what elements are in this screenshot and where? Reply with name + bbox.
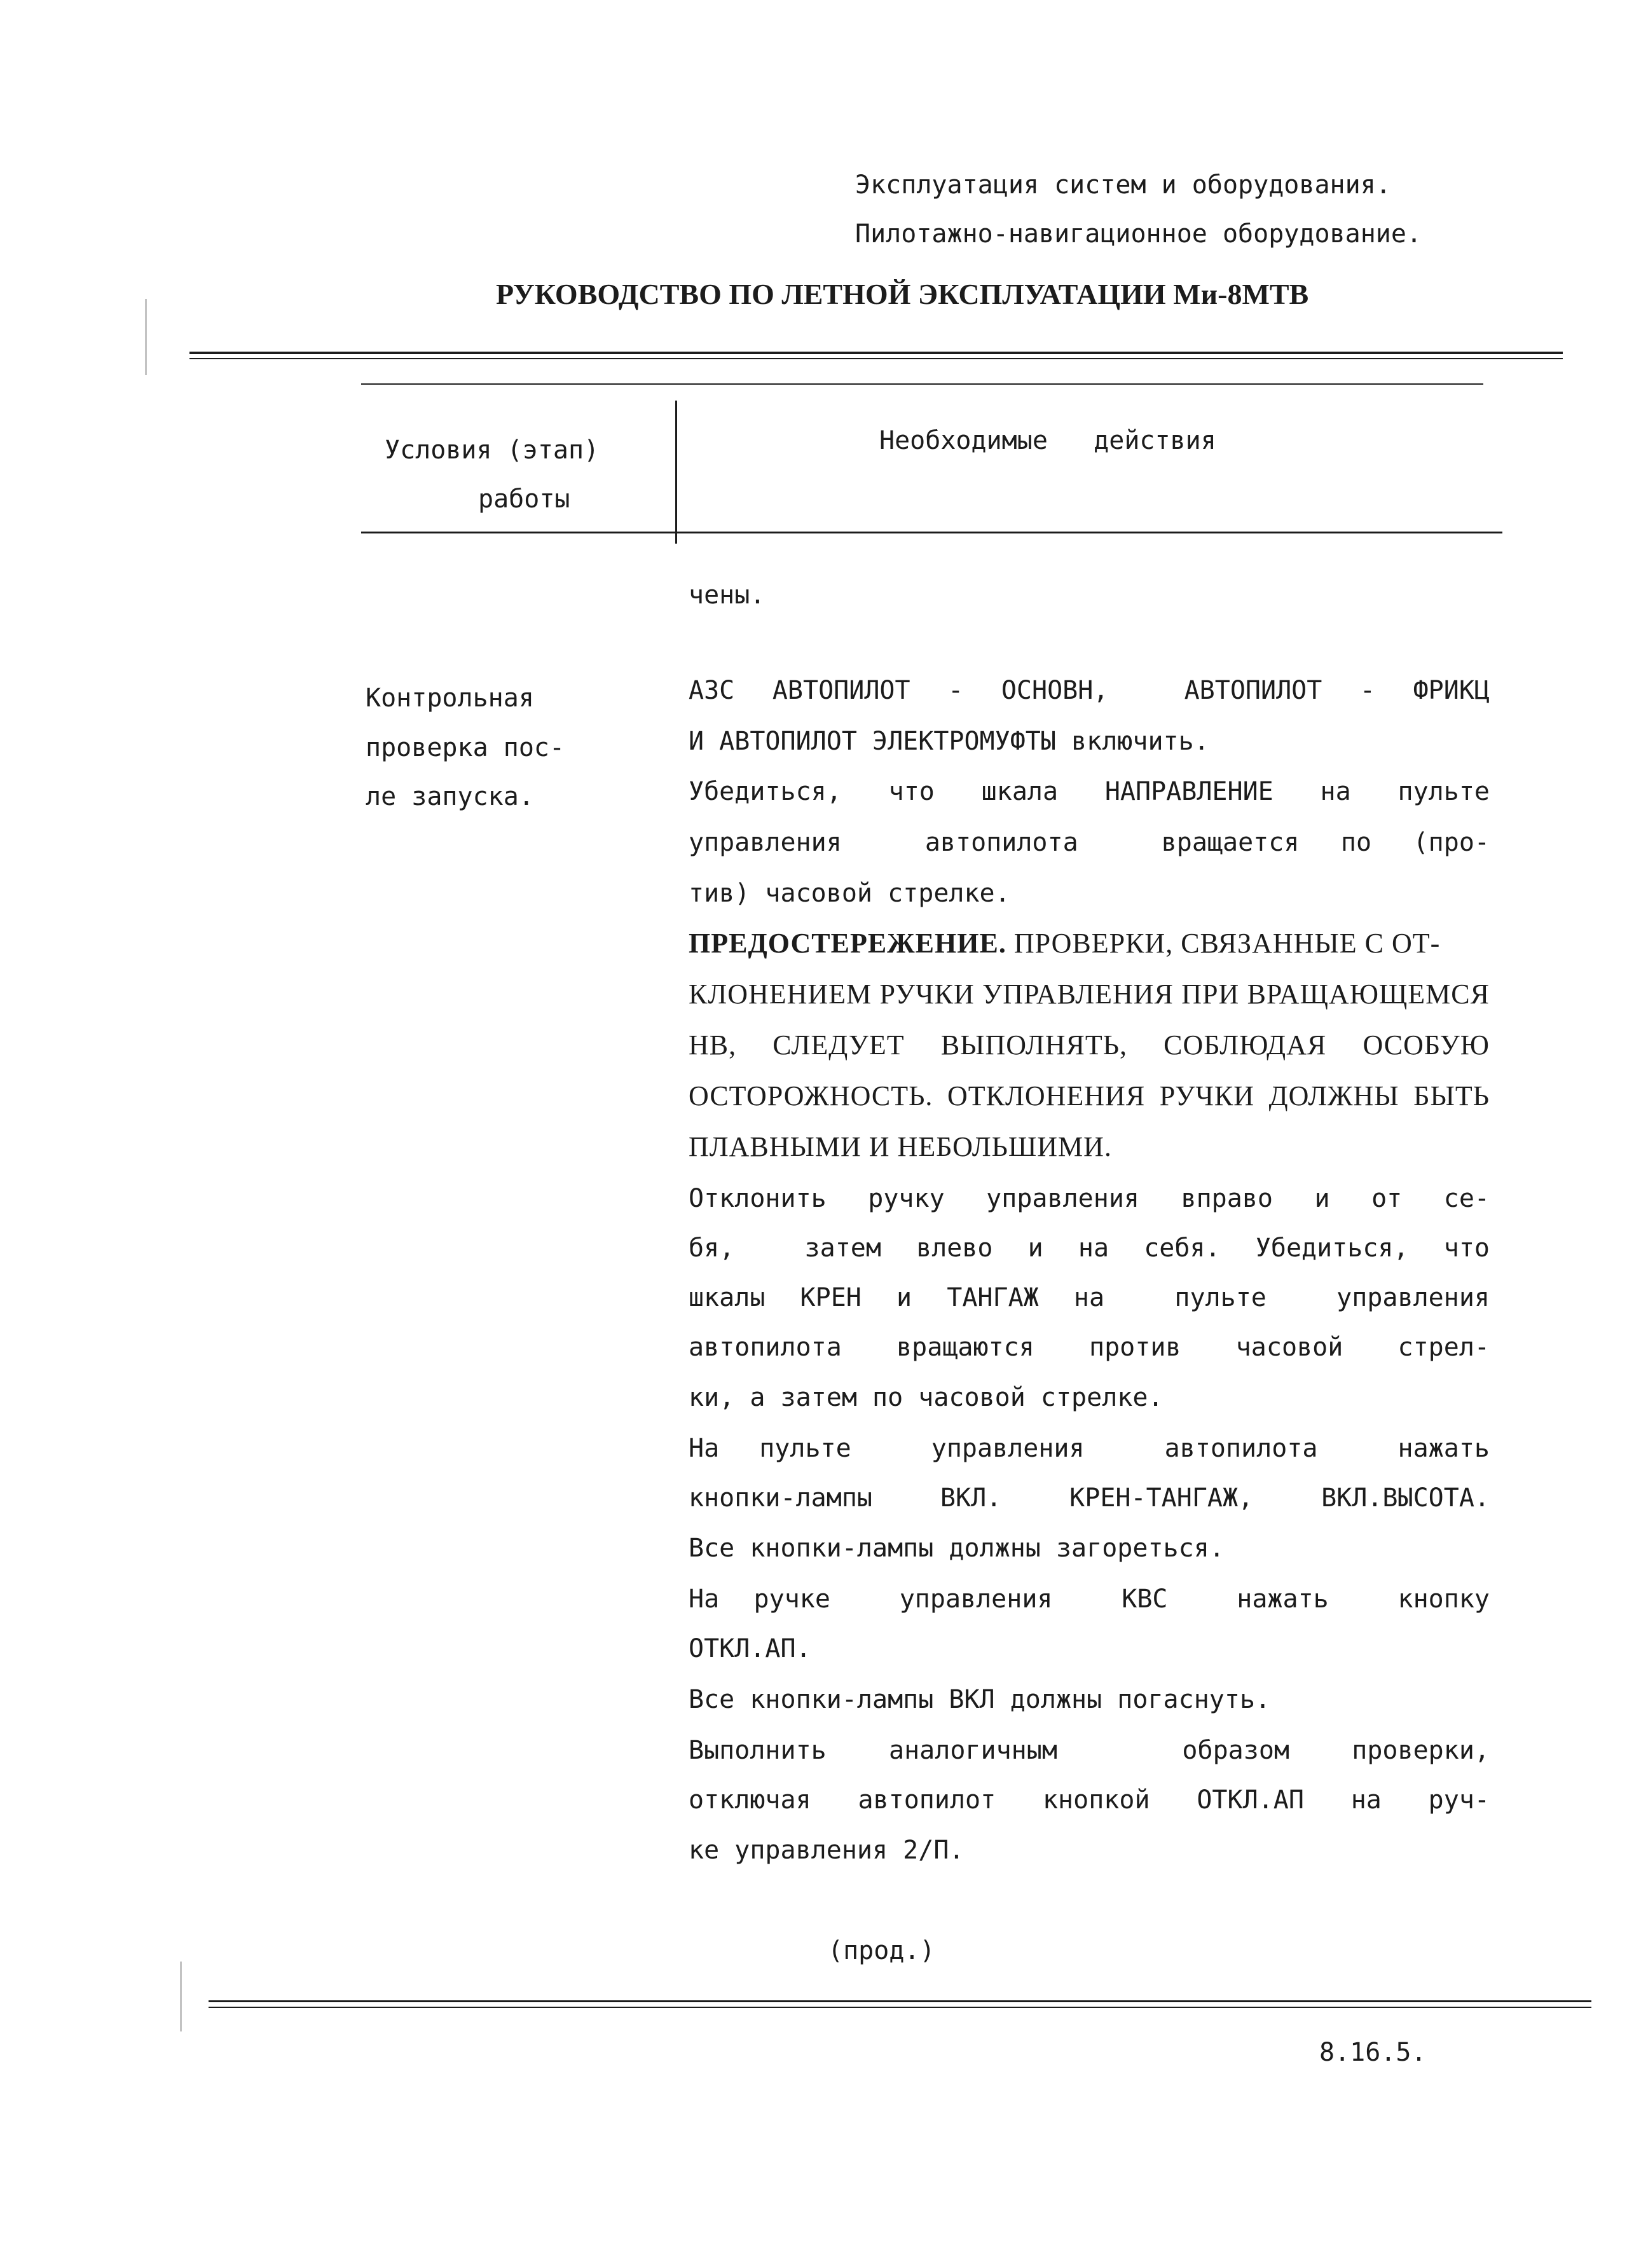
- column-header-conditions: Условия (этап): [385, 436, 600, 465]
- header-line-1: Эксплуатация систем и оборудования.: [855, 170, 1391, 200]
- warning-label: ПРЕДОСТЕРЕЖЕНИЕ.: [689, 928, 1006, 959]
- warning-line: КЛОНЕНИЕМ РУЧКИ УПРАВЛЕНИЯ ПРИ ВРАЩАЮЩЕМСЯ: [689, 979, 1490, 1010]
- warning-line: НВ, СЛЕДУЕТ ВЫПОЛНЯТЬ, СОБЛЮДАЯ ОСОБУЮ: [689, 1029, 1490, 1061]
- action-line: Отклонить ручку управления вправо и от се-: [689, 1184, 1490, 1213]
- action-line: управления автопилота вращается по (про-: [689, 828, 1490, 857]
- action-line: Убедиться, что шкала НАПРАВЛЕНИЕ на пульте: [689, 777, 1490, 806]
- table-header-top-rule: [361, 383, 1483, 385]
- continuation-text: чены.: [689, 581, 765, 610]
- column-header-actions: Необходимые действия: [879, 426, 1216, 455]
- scan-mark: [180, 1962, 182, 2031]
- table-header-bottom-rule: [361, 532, 1502, 533]
- action-line: И АВТОПИЛОТ ЭЛЕКТРОМУФТЫ включить.: [689, 727, 1209, 756]
- header-rule-bottom: [189, 358, 1563, 359]
- header-line-2: Пилотажно-навигационное оборудование.: [855, 219, 1422, 249]
- action-line: ОТКЛ.АП.: [689, 1634, 811, 1663]
- condition-line: Контрольная: [366, 684, 534, 713]
- column-header-conditions-2: работы: [478, 485, 570, 514]
- manual-title: РУКОВОДСТВО ПО ЛЕТНОЙ ЭКСПЛУАТАЦИИ Ми-8МТВ: [496, 278, 1309, 310]
- warning-line: ПЛАВНЫМИ И НЕБОЛЬШИМИ.: [689, 1131, 1112, 1162]
- page-number: 8.16.5.: [1319, 2038, 1427, 2067]
- action-line: ке управления 2/П.: [689, 1836, 965, 1865]
- action-line: бя, затем влево и на себя. Убедиться, что: [689, 1234, 1490, 1263]
- action-line: шкалы КРЕН и ТАНГАЖ на пульте управления: [689, 1283, 1490, 1312]
- table-header-divider: [675, 401, 677, 544]
- header-rule-top: [189, 352, 1563, 354]
- action-line: Выполнить аналогичным образом проверки,: [689, 1736, 1490, 1765]
- warning-text: ПРОВЕРКИ, СВЯЗАННЫЕ С ОТ-: [1006, 928, 1441, 959]
- action-line: На пульте управления автопилота нажать: [689, 1434, 1490, 1463]
- scan-mark: [145, 299, 147, 375]
- action-line: На ручке управления КВС нажать кнопку: [689, 1584, 1490, 1614]
- footer-rule-top: [209, 2000, 1591, 2002]
- action-line: кнопки-лампы ВКЛ. КРЕН-ТАНГАЖ, ВКЛ.ВЫСОТА.: [689, 1483, 1490, 1513]
- action-line: автопилота вращаются против часовой стрел-: [689, 1333, 1490, 1362]
- footer-rule-bottom: [209, 2007, 1591, 2008]
- continued-note: (прод.): [828, 1936, 935, 1965]
- action-line: тив) часовой стрелке.: [689, 879, 1010, 908]
- action-line: Все кнопки-лампы ВКЛ должны погаснуть.: [689, 1685, 1271, 1714]
- warning-line: ОСТОРОЖНОСТЬ. ОТКЛОНЕНИЯ РУЧКИ ДОЛЖНЫ БЫТЬ: [689, 1080, 1490, 1111]
- action-line: Все кнопки-лампы должны загореться.: [689, 1534, 1225, 1563]
- warning-first-line: [689, 927, 1440, 959]
- condition-line: проверка пос-: [366, 733, 565, 762]
- action-line: ки, а затем по часовой стрелке.: [689, 1383, 1164, 1412]
- action-line: отключая автопилот кнопкой ОТКЛ.АП на руч-: [689, 1785, 1490, 1815]
- condition-line: ле запуска.: [366, 782, 534, 811]
- action-line: АЗС АВТОПИЛОТ - ОСНОВН, АВТОПИЛОТ - ФРИКЦ: [689, 676, 1490, 705]
